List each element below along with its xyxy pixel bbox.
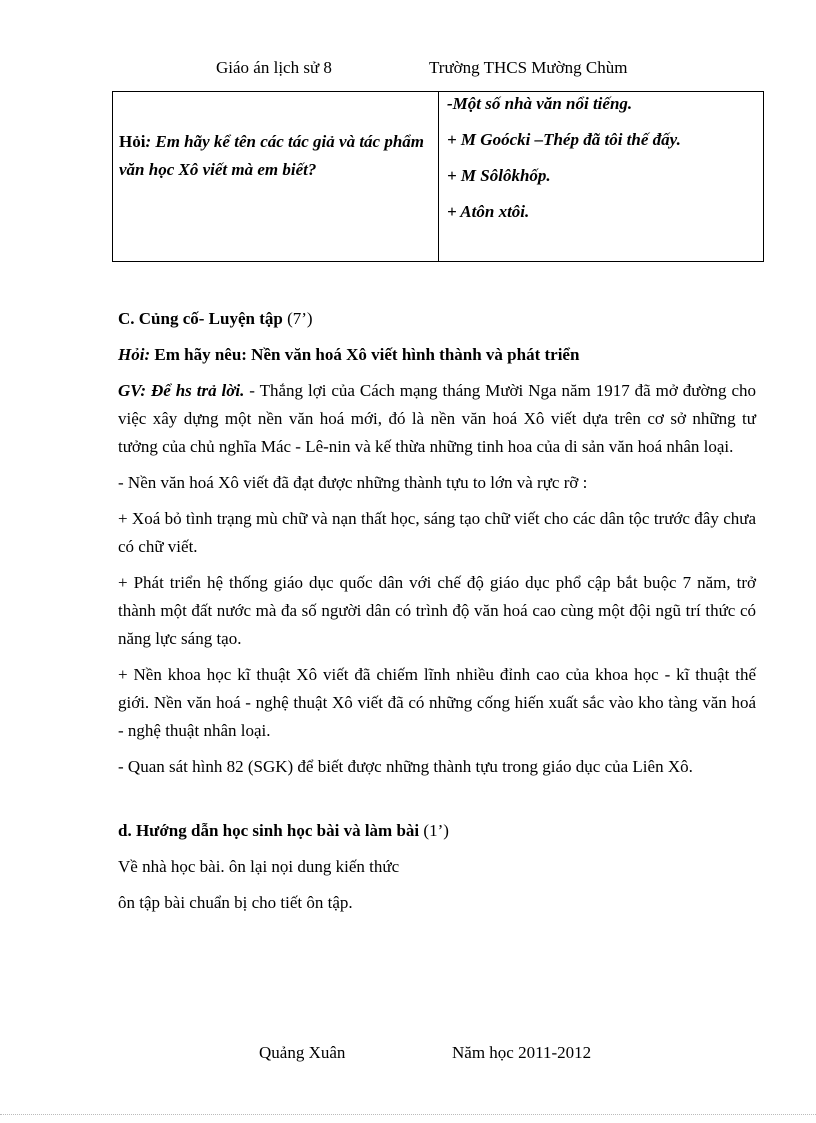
gv-paragraph: GV: Để hs trả lời. - Thắng lợi của Cách mạng tháng Mười Nga năm 1917 đã mở đường cho việc xây dựng một nền văn hoá mới, đó là nền văn hoá Xô viết dựa trên cơ sở những tư tưởng của chủ nghĩa Mác - Lê-nin và kế thừa những tinh hoa của di sản văn hoá nhân loại. bbox=[118, 381, 756, 456]
question-table bbox=[112, 91, 764, 262]
question-cell bbox=[113, 92, 439, 261]
question-text: : Em hãy kể tên các tác giả và tác phẩm văn học Xô viết mà em biết? bbox=[119, 132, 425, 179]
section-c-heading: C. Củng cố- Luyện tập (7’) bbox=[118, 309, 313, 328]
answer-line: + Atôn xtôi. bbox=[447, 202, 530, 221]
answer-line: + M Sôlôkhốp. bbox=[447, 166, 551, 185]
lesson-body bbox=[118, 305, 756, 925]
section-d-line: Về nhà học bài. ôn lại nọi dung kiến thức bbox=[118, 857, 400, 876]
content-paragraph: + Phát triển hệ thống giáo dục quốc dân với chế độ giáo dục phổ cập bắt buộc 7 năm, trở thành một đất nước mà đa số người dân có trình độ văn hoá cao cùng một đội ngũ trí thức có năng lực sáng tạo. bbox=[118, 573, 756, 648]
section-d-line: ôn tập bài chuẩn bị cho tiết ôn tập. bbox=[118, 893, 353, 912]
answer-cell bbox=[439, 92, 763, 261]
header-school: Trường THCS Mường Chùm bbox=[429, 58, 628, 77]
question-label: Hỏi bbox=[119, 132, 146, 151]
content-paragraph: + Nền khoa học kĩ thuật Xô viết đã chiếm lĩnh nhiều đỉnh cao của khoa học - kĩ thuật thế giới. Nền văn hoá - nghệ thuật Xô viết đã có những cống hiến xuất sắc vào kho tàng văn hoá - nghệ thuật nhân loại. bbox=[118, 665, 756, 740]
content-paragraph: - Nền văn hoá Xô viết đã đạt được những thành tựu to lớn và rực rỡ : bbox=[118, 473, 588, 492]
page-bottom-border bbox=[0, 1114, 816, 1115]
footer-author: Quảng Xuân bbox=[259, 1043, 346, 1062]
content-paragraph: - Quan sát hình 82 (SGK) để biết được những thành tựu trong giáo dục của Liên Xô. bbox=[118, 757, 693, 776]
section-c-question: Hỏi: Em hãy nêu: Nền văn hoá Xô viết hình thành và phát triển bbox=[118, 345, 580, 364]
content-paragraph: + Xoá bỏ tình trạng mù chữ và nạn thất học, sáng tạo chữ viết cho các dân tộc trước đây chưa có chữ viết. bbox=[118, 509, 756, 556]
footer-year: Năm học 2011-2012 bbox=[452, 1043, 592, 1062]
answer-line: -Một số nhà văn nổi tiếng. bbox=[447, 94, 633, 113]
answer-line: + M Goócki –Thép đã tôi thế đấy. bbox=[447, 130, 681, 149]
section-d-heading: d. Hướng dẫn học sinh học bài và làm bài (1’) bbox=[118, 821, 449, 840]
header-subject: Giáo án lịch sử 8 bbox=[216, 58, 332, 77]
